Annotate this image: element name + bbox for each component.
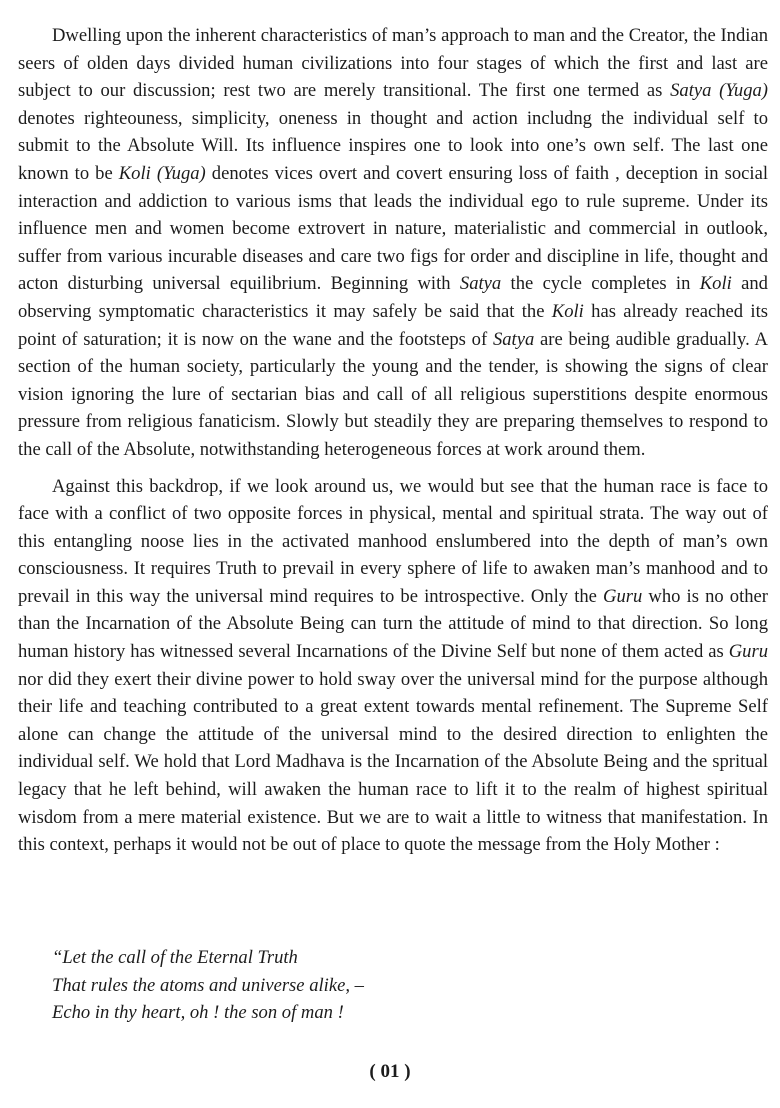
italic-term: Satya (492, 328, 535, 350)
italic-term: Koli (699, 273, 732, 295)
quote-line-1: “Let the call of the Eternal Truth (52, 947, 298, 968)
quote-block (52, 944, 364, 1027)
quote-line-2: That rules the atoms and universe alike, – (52, 974, 364, 996)
italic-term: Koli (Yuga) (118, 162, 206, 184)
italic-term: Koli (551, 300, 584, 322)
paragraph-2: Against this backdrop, if we look around us, we would but see that the human race is face to face with a conflict of two opposite forces in physical, mental and spiritual strata. The way out of this entangling noose lies in the activated manhood enslumbered into the depth of man’s own consciousness. It requires Truth to prevail in every sphere of life to awaken man’s manhood and to prevail in this way the universal mind requires to be introspective. Only the Guru who is no other than the Incarnation of the Absolute Being can turn the attitude of mind to that direction. So long human history has witnessed several Incarnations of the Divine Self but none of them acted as Guru nor did they exert their divine power to hold sway over the universal mind for the purpose although their life and teaching contributed to a great extent towards mental refinement. The Supreme Self alone can change the attitude of the universal mind to the desired direction to enlighten the individual self. We hold that Lord Madhava is the Incarnation of the Absolute Being and the spritual legacy that he left behind, will awaken the human race to lift it to the realm of highest spiritual wisdom from a mere material existence. But we are to wait a little to witness that manifestation. In this context, perhaps it would not be out of place to quote the message from the Holy Mother : (18, 475, 768, 856)
italic-term: Guru (728, 641, 768, 663)
quote-line-3: Echo in thy heart, oh ! the son of man ! (52, 1002, 344, 1024)
page-body (18, 22, 768, 859)
italic-term: Satya (Yuga) (670, 80, 769, 102)
paragraph-1: Dwelling upon the inherent characteristics of man’s approach to man and the Creator, the Indian seers of olden days divided human civilizations into four stages of which the first and last are subject to our discussion; rest two are merely transitional. The first one termed as Satya (Yuga) denotes righteouness, simplicity, oneness in thought and action includng the individual self to submit to the Absolute Will. Its influence inspires one to look into one’s own self. The last one known to be Koli (Yuga) denotes vices overt and covert ensuring loss of faith , deception in social interaction and addiction to various isms that leads the individual ego to rule supreme. Under its influence men and women become extrovert in nature, materialistic and commercial in outlook, suffer from various incurable diseases and care two figs for order and discipline in life, thought and acton disturbing universal equilibrium. Beginning with Satya the cycle completes in Koli and observing symptomatic characteristics it may safely be said that the Koli has already reached its point of saturation; it is now on the wane and the footsteps of Satya are being audible gradually. A section of the human society, particularly the young and the tender, is showing the signs of clear vision ignoring the lure of sectarian bias and call of all religious superstitions despite enormous pressure from religious fanaticism. Slowly but steadily they are preparing themselves to respond to the call of the Absolute, notwithstanding heterogeneous forces at work around them. (18, 25, 769, 460)
page-number: ( 01 ) (369, 1061, 411, 1082)
italic-term: Guru (603, 585, 643, 607)
italic-term: Satya (459, 273, 502, 295)
